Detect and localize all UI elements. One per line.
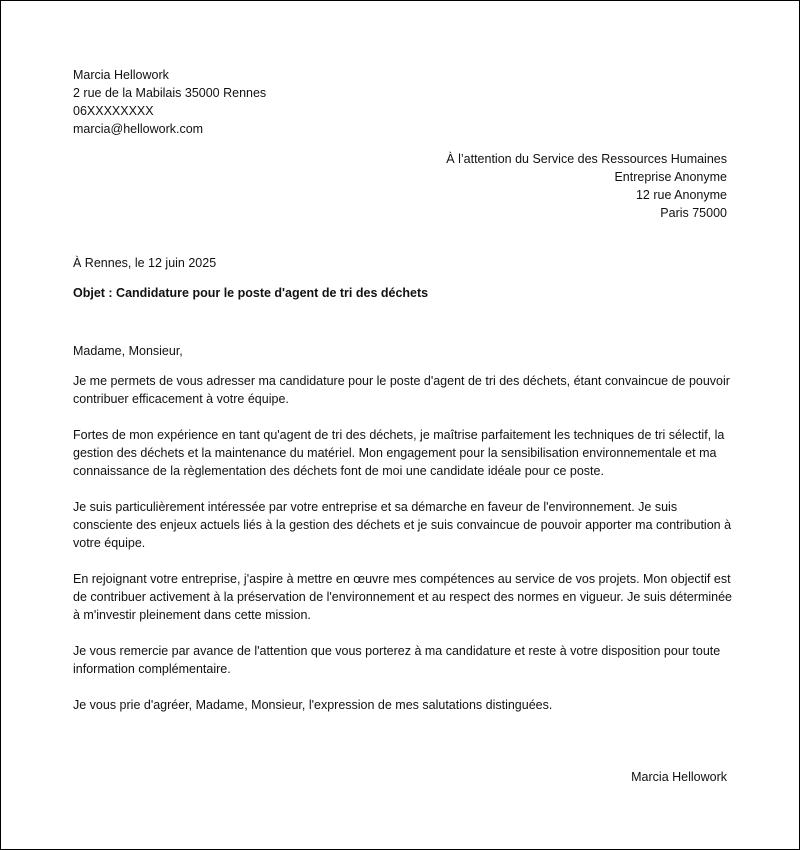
letter-subject: Objet : Candidature pour le poste d'agent de tri des déchets [73,286,429,300]
body-paragraph: Fortes de mon expérience en tant qu'agent de tri des déchets, je maîtrise parfaitement les techniques de tri sélectif, la gestion des déchets et la maintenance du matériel. Mon engagement pour la sensibilisation environnementale et ma connaissance de la règlementation des déchets font de moi une candidate idéale pour ce poste. [73,428,725,478]
letter-signature: Marcia Hellowork [631,770,727,784]
recipient-city: Paris 75000 [660,206,727,220]
sender-phone: 06XXXXXXXX [73,104,154,118]
recipient-attention: À l’attention du Service des Ressources Humaines [446,152,727,166]
letter-body [73,372,733,732]
letter-date: À Rennes, le 12 juin 2025 [73,256,217,270]
sender-address: 2 rue de la Mabilais 35000 Rennes [73,86,267,100]
body-paragraph: En rejoignant votre entreprise, j'aspire à mettre en œuvre mes compétences au service de vos projets. Mon objectif est de contribuer activement à la préservation de l'environnement et au respect des normes en vigueur. Je suis déterminée à m'investir pleinement dans cette mission. [73,572,733,622]
sender-name: Marcia Hellowork [73,68,169,82]
sender-block [73,66,473,138]
body-paragraph: Je me permets de vous adresser ma candidature pour le poste d'agent de tri des déchets, étant convaincue de pouvoir contribuer efficacement à votre équipe. [73,374,730,406]
closing-paragraph: Je vous prie d'agréer, Madame, Monsieur, l'expression de mes salutations distinguées. [73,698,553,712]
recipient-block [307,150,727,222]
body-paragraph: Je suis particulièrement intéressée par votre entreprise et sa démarche en faveur de l'environnement. Je suis consciente des enjeux actuels liés à la gestion des déchets et je suis convaincue de pouvoir apporter ma contribution à votre équipe. [73,500,732,550]
body-paragraph: Je vous remercie par avance de l'attention que vous porterez à ma candidature et reste à votre disposition pour toute information complémentaire. [73,644,721,676]
recipient-company: Entreprise Anonyme [614,170,727,184]
sender-email: marcia@hellowork.com [73,122,204,136]
letter-salutation: Madame, Monsieur, [73,344,183,358]
recipient-street: 12 rue Anonyme [635,188,727,202]
